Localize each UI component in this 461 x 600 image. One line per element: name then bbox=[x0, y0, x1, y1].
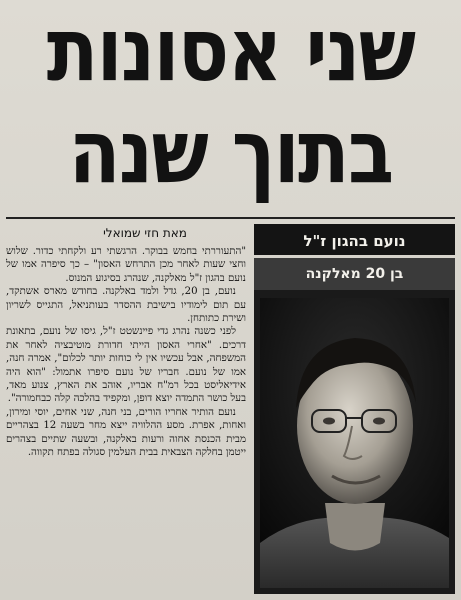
article-paragraph-3: נועם הותיר אחריו הורים, בני חנה, שני אחים, יוסי ומירון, ואחות, אפרת. מסע ההלוויה ייצא מחר בשעה 12 בצהריים מבית הכנסת אחוה ורעות באלקנה, ובשעה שתיים בצהרים ייטמן בחלקה הצבאית בבית העלמין סגולה בפתח תקווה. bbox=[6, 406, 246, 459]
article-paragraph-1: נועם, בן 20, גדל ולמד באלקנה. בחודש מארס אשתקד, עם תום לימודיו בישיבת ההסדר בעותניאל, התגייס לשריון ושירת כתותחן. bbox=[6, 286, 246, 325]
memorial-name: נועם בהגון ז"ל bbox=[254, 224, 455, 258]
headline-line-1: שני אסונות bbox=[46, 0, 415, 101]
headline-line-2: בתוך שנה bbox=[68, 100, 393, 203]
memorial-subtitle: בן 20 מאלקנה bbox=[254, 258, 455, 290]
portrait-image bbox=[260, 298, 449, 588]
portrait-photo bbox=[260, 298, 449, 588]
memorial-box bbox=[254, 224, 455, 594]
article-paragraph-2: לפני כשנה נהרג גדי פיינשטט ז"ל, גיסו של נועם, בתאונת דרכים. "אחרי האסון הייתי חדורת מוטיבציה לאחר את המשפחה, אבל עכשיו אין לי כוחות יותר לכלום", אמרה חנה, אמו של נועם. חבריו של נועם סיפרו אתמול: "הוא היה אידיאליסט בכל רמ"ח אבריו, אוהב את הארץ, צנוע מאד, בעל כושר התמדה יוצא דופן, ומקפיד בהלכה קלה כבחמורה". bbox=[6, 326, 246, 405]
article-lead: "התעוררתי בחמש בבוקר. הרגשתי רע ולקחתי כדור. שלוש וחצי שעות לאחר מכן התרחש האסון" – כך סיפרה אמו של נועם בהגון ז"ל מאלקנה, שנהרג בסיגוע המנוס. bbox=[6, 246, 246, 284]
article-body bbox=[6, 245, 246, 595]
headline bbox=[0, 0, 461, 212]
headline-divider bbox=[6, 217, 455, 219]
byline: מאת חזי שמואלי bbox=[103, 226, 187, 240]
